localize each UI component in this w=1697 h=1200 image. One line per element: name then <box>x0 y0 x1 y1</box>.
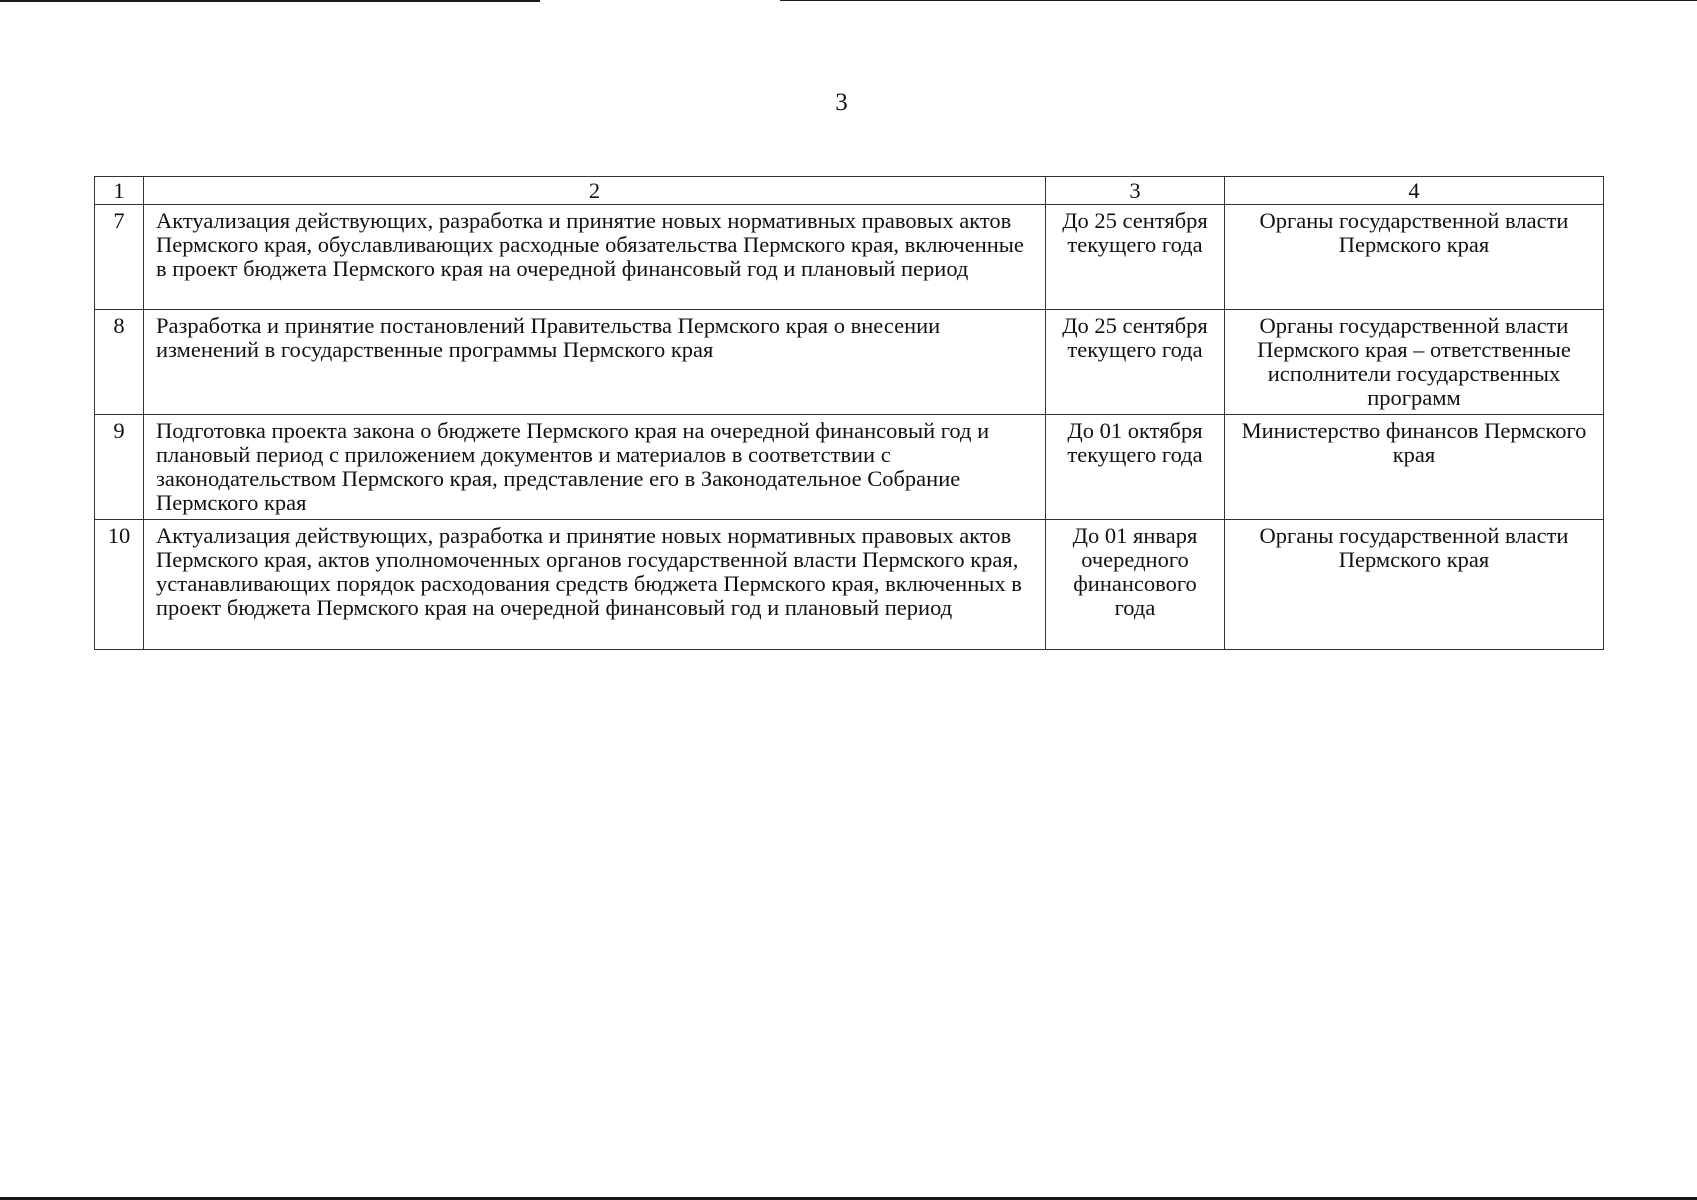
scan-edge-top-left <box>0 0 540 2</box>
row-activity: Актуализация действующих, разработка и принятие новых нормативных правовых актов Пермского края, актов уполномоченных органов государственной власти Пермского края, устанавливающих порядок расходования средств бюджета Пермского края, включенных в проект бюджета Пермского края на очередной финансовый год и плановый период <box>144 520 1046 650</box>
row-responsible: Органы государственной власти Пермского края – ответственные исполнители государственных программ <box>1225 310 1604 415</box>
table-row <box>95 310 1604 415</box>
page-number: 3 <box>835 89 848 116</box>
row-deadline: До 01 октября текущего года <box>1046 415 1225 520</box>
header-cell-3: 3 <box>1046 177 1225 205</box>
table-row <box>95 415 1604 520</box>
row-deadline: До 01 января очередного финансового года <box>1046 520 1225 650</box>
row-number: 8 <box>95 310 144 415</box>
table-row <box>95 520 1604 650</box>
row-activity: Актуализация действующих, разработка и принятие новых нормативных правовых актов Пермского края, обуславливающих расходные обязательства Пермского края, включенные в проект бюджета Пермского края на очередной финансовый год и плановый период <box>144 205 1046 310</box>
row-number: 9 <box>95 415 144 520</box>
row-activity: Разработка и принятие постановлений Правительства Пермского края о внесении изменений в государственные программы Пермского края <box>144 310 1046 415</box>
row-deadline: До 25 сентября текущего года <box>1046 205 1225 310</box>
table-row <box>95 205 1604 310</box>
row-responsible: Органы государственной власти Пермского края <box>1225 520 1604 650</box>
row-responsible: Министерство финансов Пермского края <box>1225 415 1604 520</box>
header-cell-4: 4 <box>1225 177 1604 205</box>
header-cell-1: 1 <box>95 177 144 205</box>
table-header-row <box>95 177 1604 205</box>
row-number: 10 <box>95 520 144 650</box>
scan-edge-top-right <box>780 0 1697 1</box>
row-activity: Подготовка проекта закона о бюджете Пермского края на очередной финансовый год и плановый период с приложением документов и материалов в соответствии с законодательством Пермского края, представление его в Законодательное Собрание Пермского края <box>144 415 1046 520</box>
row-responsible: Органы государственной власти Пермского края <box>1225 205 1604 310</box>
schedule-table <box>94 176 1604 650</box>
row-number: 7 <box>95 205 144 310</box>
header-cell-2: 2 <box>144 177 1046 205</box>
row-deadline: До 25 сентября текущего года <box>1046 310 1225 415</box>
